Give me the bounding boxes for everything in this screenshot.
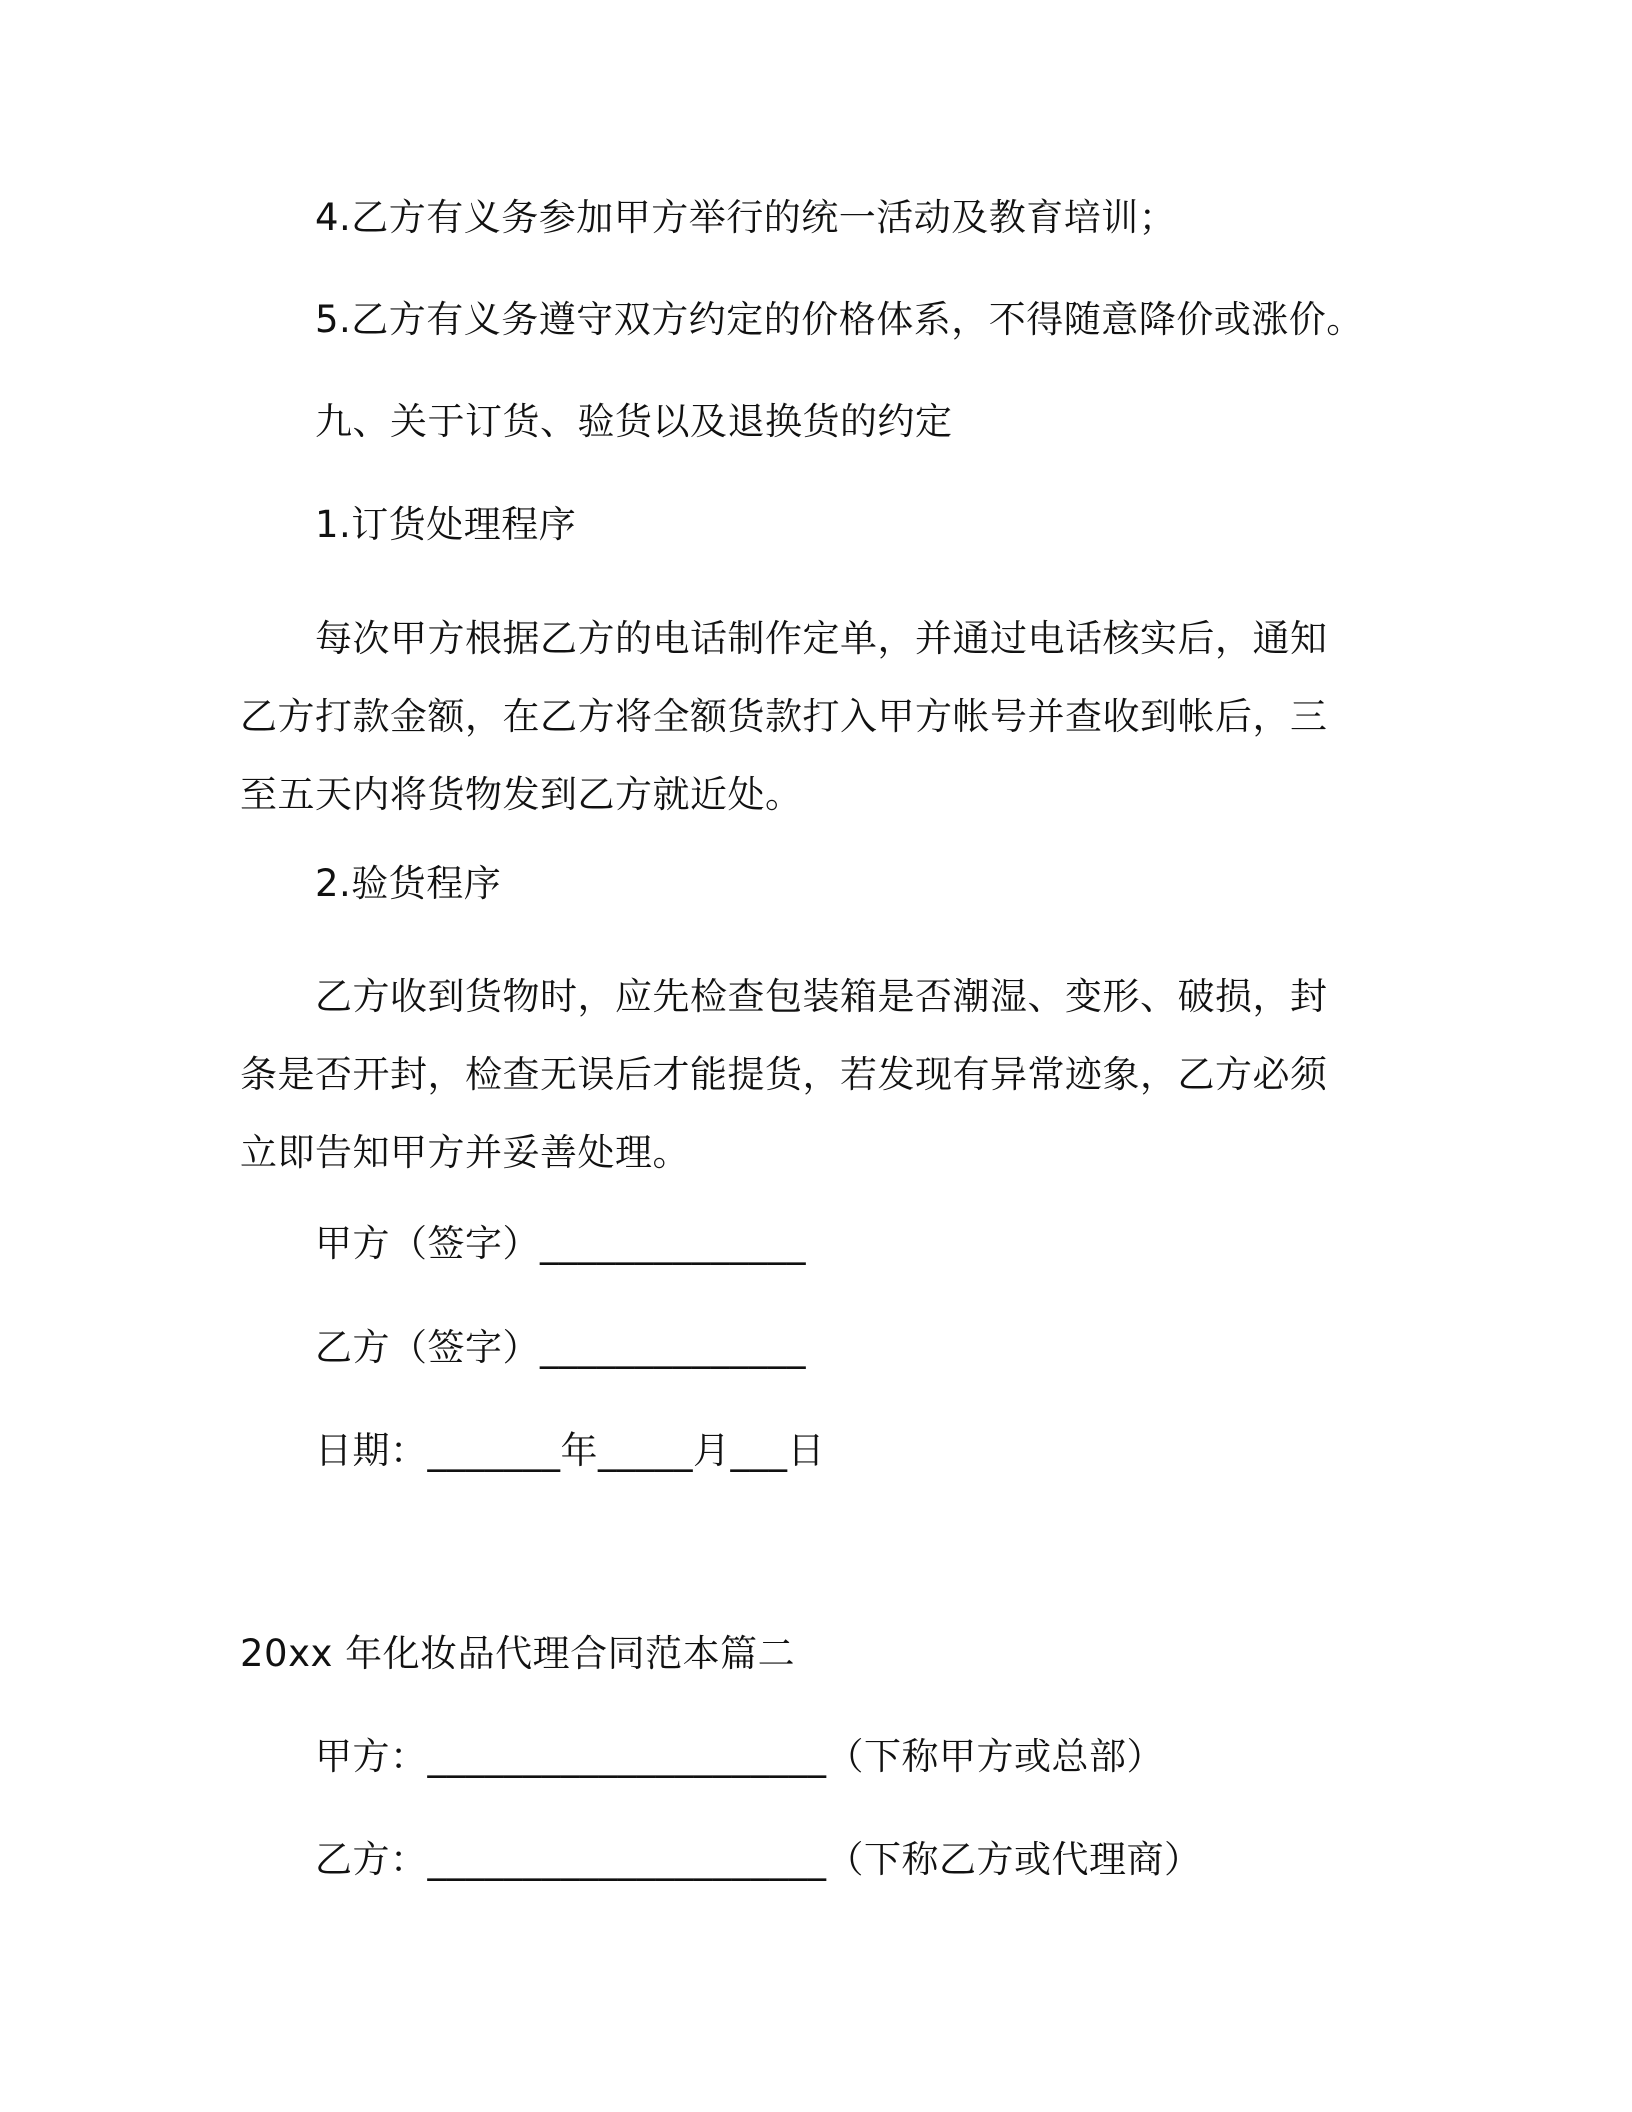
inspection-paragraph: [240, 958, 1360, 1192]
ordering-paragraph-text: 每次甲方根据乙方的电话制作定单，并通过电话核实后，通知乙方打款金额，在乙方将全额货款打入甲方帐号并查收到帐后，三至五天内将货物发到乙方就近处。: [240, 617, 1328, 816]
section-heading-9: 九、关于订货、验货以及退换货的约定: [315, 400, 953, 443]
party-b-line: 乙方：_____________________（下称乙方或代理商）: [315, 1838, 1202, 1881]
clause-item-5: 5.乙方有义务遵守双方约定的价格体系，不得随意降价或涨价。: [315, 298, 1364, 341]
party-a-line: 甲方：_____________________（下称甲方或总部）: [315, 1735, 1164, 1778]
signature-party-b: 乙方（签字）______________: [315, 1326, 806, 1369]
signature-date: 日期：_______年_____月___日: [315, 1429, 825, 1472]
subsection-heading-ordering: 1.订货处理程序: [315, 503, 577, 546]
contract-two-title: 20xx 年化妆品代理合同范本篇二: [240, 1632, 796, 1675]
subsection-heading-inspection: 2.验货程序: [315, 862, 502, 905]
clause-item-4: 4.乙方有义务参加甲方举行的统一活动及教育培训；: [315, 196, 1177, 239]
inspection-paragraph-text: 乙方收到货物时，应先检查包装箱是否潮湿、变形、破损，封条是否开封，检查无误后才能提货，若发现有异常迹象，乙方必须立即告知甲方并妥善处理。: [240, 975, 1328, 1174]
ordering-paragraph: [240, 600, 1360, 834]
signature-party-a: 甲方（签字）______________: [315, 1222, 806, 1265]
